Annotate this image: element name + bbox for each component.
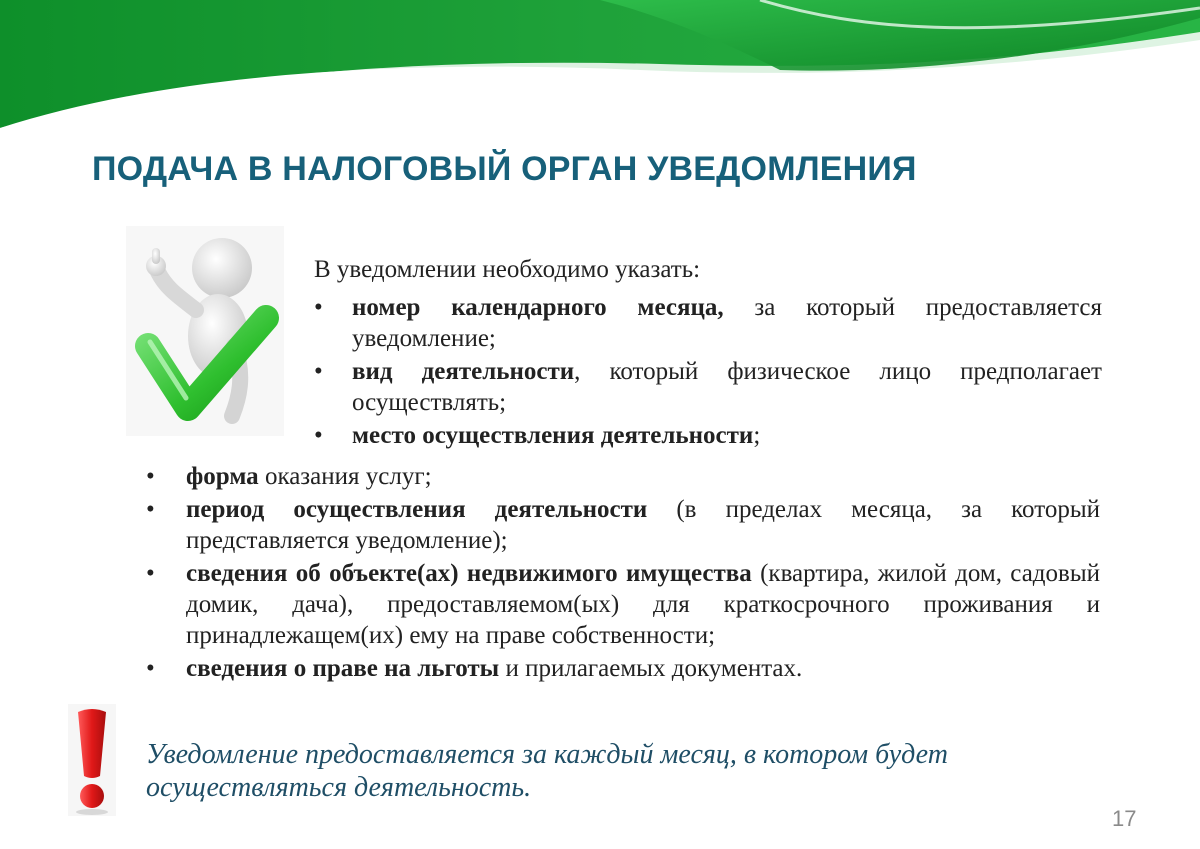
thumbs-up-person-with-checkmark-icon bbox=[126, 226, 284, 436]
list-item bbox=[314, 292, 1102, 354]
bullet-icon: • bbox=[146, 655, 155, 682]
item-bold: форма bbox=[186, 463, 259, 490]
bullet-icon: • bbox=[314, 294, 323, 321]
note-text: Уведомление предоставляется за каждый месяц, в котором будет осуществляться деятельность. bbox=[146, 739, 948, 803]
bullet-list-top bbox=[314, 292, 1102, 453]
item-bold: место осуществления деятельности bbox=[352, 422, 754, 449]
intro-text: В уведомлении необходимо указать: bbox=[314, 256, 701, 283]
list-item bbox=[314, 356, 1102, 418]
item-bold: сведения об объекте(ах) недвижимого имущества bbox=[186, 560, 752, 587]
list-item bbox=[314, 420, 1102, 451]
page-number: 17 bbox=[1112, 806, 1137, 831]
item-text: (в пределах месяца, за который представляется уведомление); bbox=[186, 496, 1101, 554]
list-item bbox=[146, 494, 1100, 556]
item-bold: вид деятельности bbox=[352, 358, 575, 385]
item-text: за который предоставляется уведомление; bbox=[352, 294, 1102, 352]
item-text: оказания услуг; bbox=[258, 463, 432, 490]
bullet-icon: • bbox=[314, 422, 323, 449]
bullet-icon: • bbox=[146, 560, 155, 587]
item-text: ; bbox=[753, 422, 761, 449]
bullet-list-bottom bbox=[146, 461, 1100, 686]
item-text: , который физическое лицо предполагает осуществлять; bbox=[352, 358, 1102, 416]
item-bold: номер календарного месяца, bbox=[352, 294, 724, 321]
bullet-icon: • bbox=[314, 358, 323, 385]
green-wave-banner bbox=[0, 0, 1200, 140]
item-text: и прилагаемых документах. bbox=[499, 655, 803, 682]
bullet-icon: • bbox=[146, 496, 155, 523]
bullet-icon: • bbox=[146, 463, 155, 490]
exclamation-mark-icon bbox=[68, 704, 116, 816]
list-item bbox=[146, 461, 1100, 492]
item-bold: период осуществления деятельности bbox=[186, 496, 648, 523]
item-text: (квартира, жилой дом, садовый домик, дача), предоставляемом(ых) для краткосрочного проживания и принадлежащем(их) ему на праве собственности; bbox=[186, 560, 1100, 649]
item-bold: сведения о праве на льготы bbox=[186, 655, 500, 682]
list-item bbox=[146, 653, 1100, 684]
list-item bbox=[146, 558, 1100, 651]
slide-title: ПОДАЧА В НАЛОГОВЫЙ ОРГАН УВЕДОМЛЕНИЯ bbox=[92, 150, 917, 188]
